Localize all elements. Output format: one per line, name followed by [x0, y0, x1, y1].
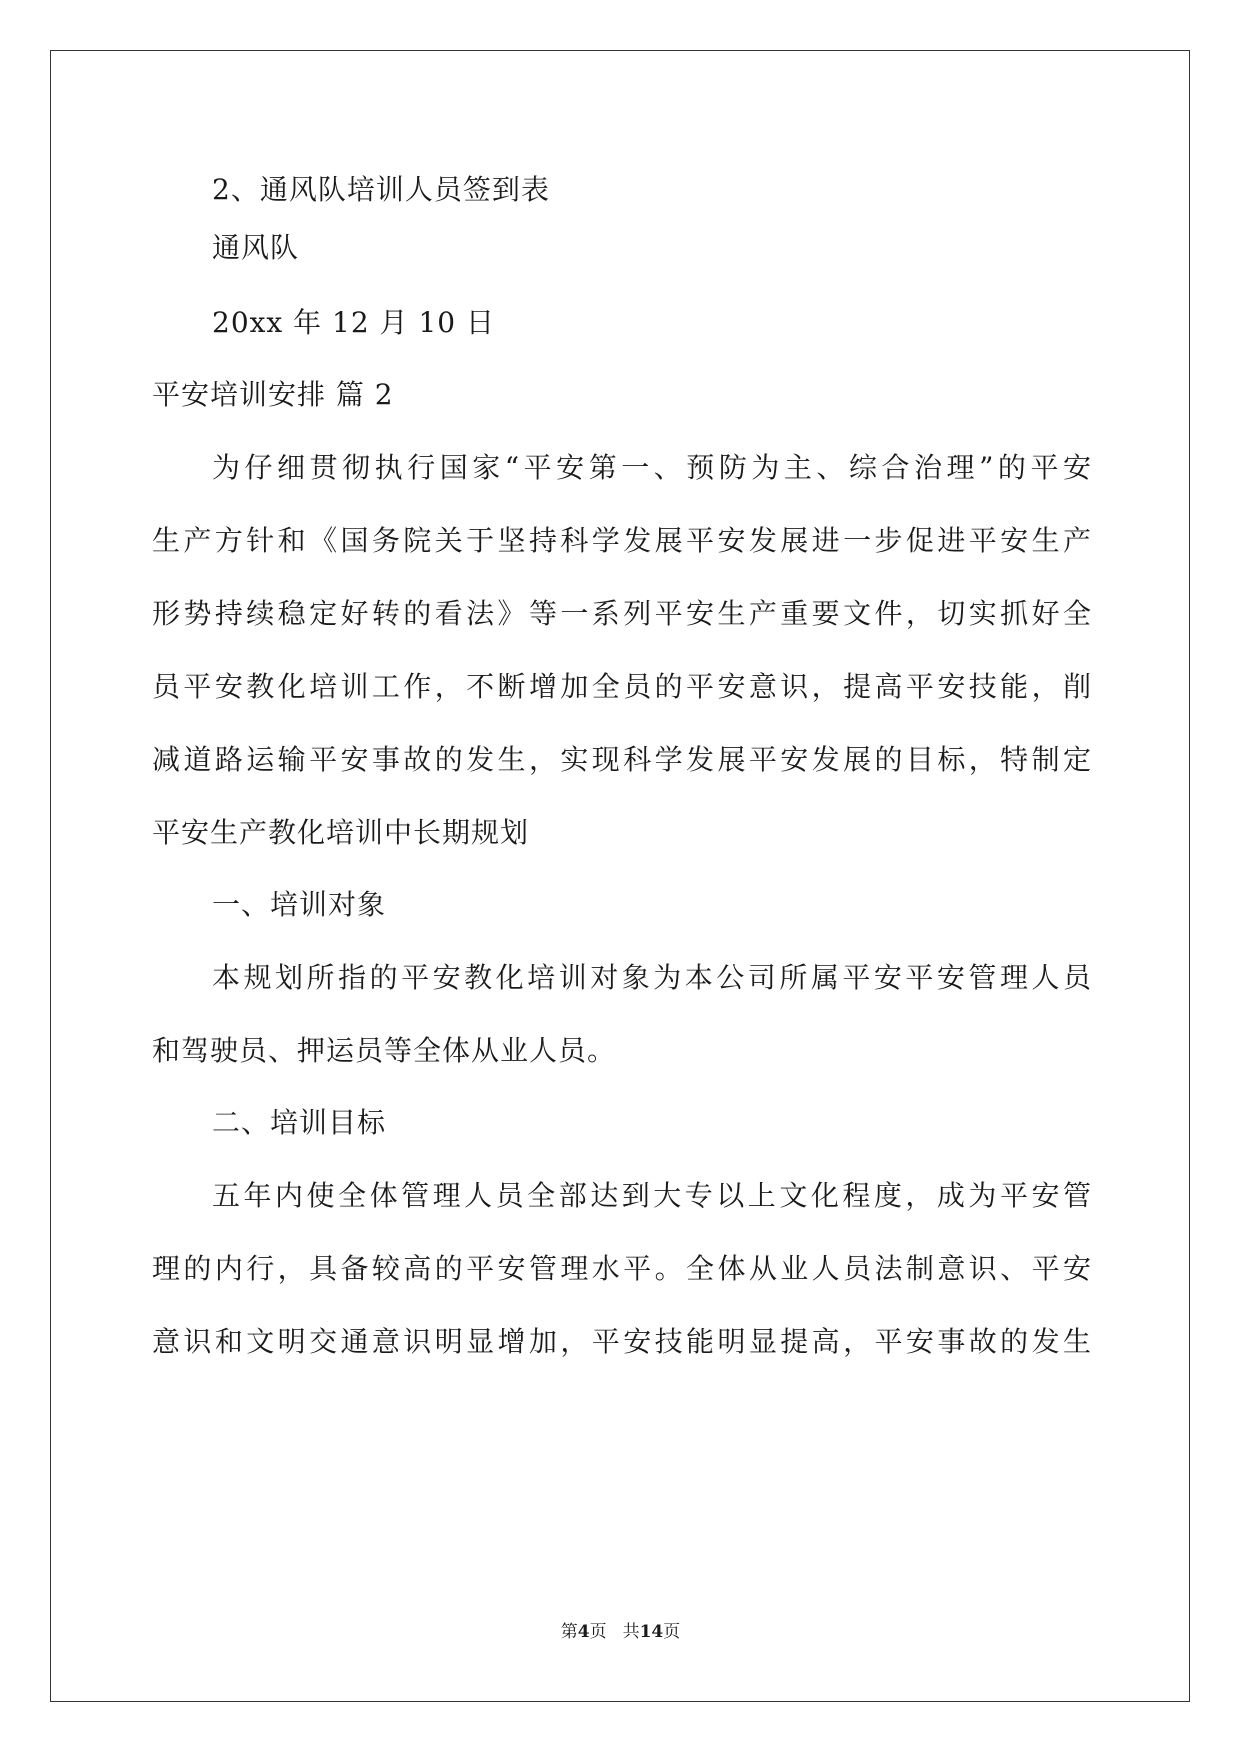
paragraph-line: 和驾驶员、押运员等全体从业人员。	[152, 1034, 617, 1067]
list-item-heading: 2、通风队培训人员签到表	[212, 173, 550, 206]
paragraph-line: 理的内行，具备较高的平安管理水平。全体从业人员法制意识、平安	[152, 1252, 1092, 1285]
page-footer	[0, 1621, 1241, 1643]
footer-page-mid: 页	[589, 1622, 607, 1642]
paragraph-line: 本规划所指的平安教化培训对象为本公司所属平安平安管理人员	[212, 961, 1092, 994]
footer-total-suffix: 页	[663, 1622, 681, 1642]
paragraph-line: 减道路运输平安事故的发生，实现科学发展平安发展的目标，特制定	[152, 743, 1092, 776]
page-frame	[50, 50, 1190, 1702]
team-name: 通风队	[212, 231, 300, 264]
paragraph-line: 为仔细贯彻执行国家“平安第一、预防为主、综合治理”的平安	[212, 451, 1092, 484]
paragraph-line: 形势持续稳定好转的看法》等一系列平安生产重要文件，切实抓好全	[152, 597, 1092, 630]
paragraph-line: 意识和文明交通意识明显增加，平安技能明显提高，平安事故的发生	[152, 1325, 1092, 1358]
footer-total-prefix: 共	[622, 1622, 640, 1642]
paragraph-line: 生产方针和《国务院关于坚持科学发展平安发展进一步促进平安生产	[152, 524, 1092, 557]
paragraph-line: 员平安教化培训工作，不断增加全员的平安意识，提高平安技能，削	[152, 670, 1092, 703]
paragraph-line: 平安生产教化培训中长期规划	[152, 816, 530, 849]
date-line: 20xx 年 12 月 10 日	[212, 306, 495, 339]
paragraph-line: 五年内使全体管理人员全部达到大专以上文化程度，成为平安管	[212, 1179, 1092, 1212]
subheading: 二、培训目标	[212, 1106, 387, 1139]
footer-page-prefix: 第	[560, 1622, 578, 1642]
footer-page-current: 4	[577, 1622, 590, 1642]
footer-page-total: 14	[639, 1622, 664, 1642]
subheading: 一、培训对象	[212, 888, 387, 921]
section-title: 平安培训安排 篇 2	[152, 378, 394, 411]
